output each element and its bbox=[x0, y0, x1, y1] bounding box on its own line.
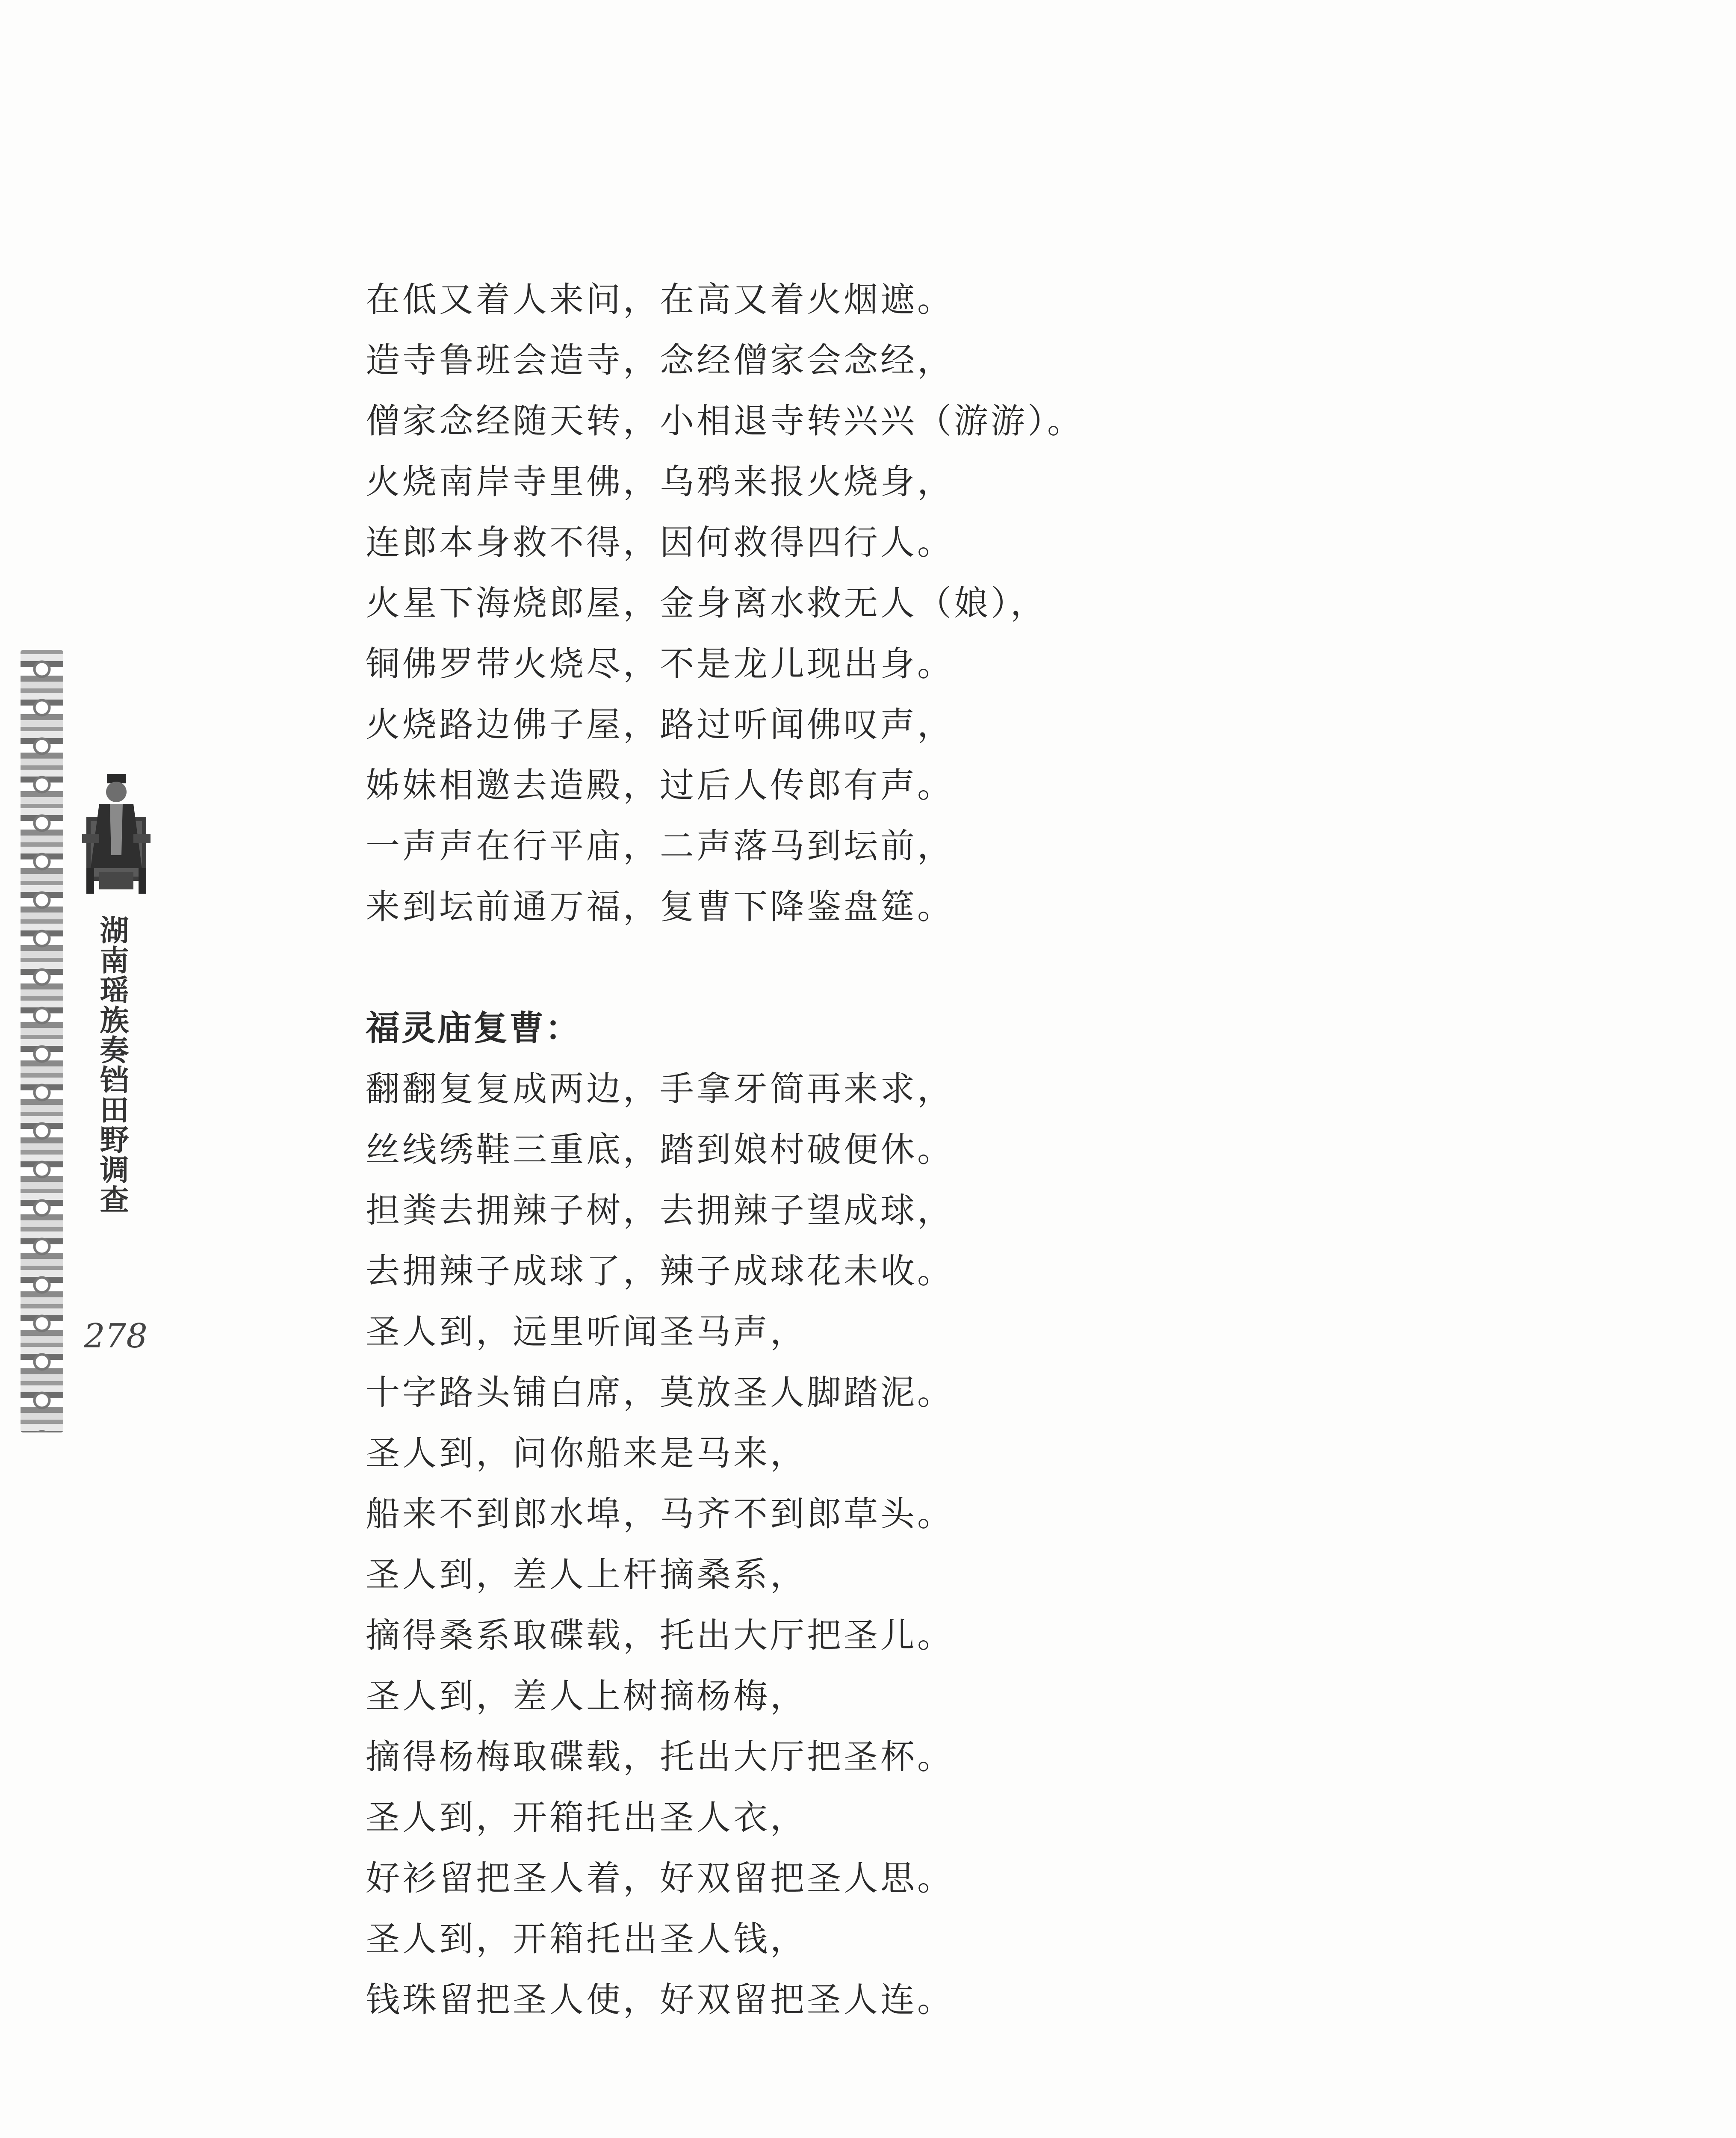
poem-line: 火烧路边佛子屋，路过听闻佛叹声， bbox=[366, 705, 954, 744]
poem-line: 铜佛罗带火烧尽，不是龙儿现出身。 bbox=[366, 644, 954, 684]
poem-line: 圣人到，差人上树摘杨梅， bbox=[366, 1676, 807, 1716]
poem-line: 连郎本身救不得，因何救得四行人。 bbox=[366, 523, 954, 562]
section-spacer bbox=[366, 937, 1520, 998]
poem-line: 火星下海烧郎屋，金身离水救无人（娘）， bbox=[366, 583, 1047, 623]
poem-line: 去拥辣子成球了，辣子成球花未收。 bbox=[366, 1251, 954, 1291]
poem-line: 担粪去拥辣子树，去拥辣子望成球， bbox=[366, 1190, 954, 1230]
poem-line: 圣人到，开箱托出圣人钱， bbox=[366, 1919, 807, 1959]
poem-line: 姊妹相邀去造殿，过后人传郎有声。 bbox=[366, 765, 954, 805]
book-title-vertical: 湖南瑶族奏铛田野调查 bbox=[95, 915, 129, 1214]
poem-line: 僧家念经随天转，小相退寺转兴兴（游游）。 bbox=[366, 401, 1084, 441]
poem-line: 在低又着人来问，在高又着火烟遮。 bbox=[366, 280, 954, 319]
poem-line: 圣人到，问你船来是马来， bbox=[366, 1433, 807, 1473]
poem-line: 火烧南岸寺里佛，乌鸦来报火烧身， bbox=[366, 462, 954, 502]
poem-line: 造寺鲁班会造寺，念经僧家会念经， bbox=[366, 340, 954, 380]
seated-figure-emblem bbox=[74, 770, 159, 898]
poem-line: 钱珠留把圣人使，好双留把圣人连。 bbox=[366, 1980, 954, 2020]
ornamental-border bbox=[21, 650, 63, 1432]
poem-line: 丝线绣鞋三重底，踏到娘村破便休。 bbox=[366, 1130, 954, 1169]
poem-line: 船来不到郎水埠，马齐不到郎草头。 bbox=[366, 1494, 954, 1534]
poem-line: 摘得杨梅取碟载，托出大厅把圣杯。 bbox=[366, 1737, 954, 1777]
poem-line: 圣人到，差人上杆摘桑系， bbox=[366, 1555, 807, 1595]
poem-line: 一声声在行平庙，二声落马到坛前， bbox=[366, 826, 954, 866]
poem-line: 翻翻复复成两边，手拿牙简再来求， bbox=[366, 1069, 954, 1109]
page-number: 278 bbox=[84, 1317, 148, 1355]
poem-line: 好衫留把圣人着，好双留把圣人思。 bbox=[366, 1858, 954, 1898]
poem-line: 来到坛前通万福，复曹下降鉴盘筵。 bbox=[366, 887, 954, 927]
poem-line: 圣人到，开箱托出圣人衣， bbox=[366, 1798, 807, 1837]
poem-line: 十字路头铺白席，莫放圣人脚踏泥。 bbox=[366, 1373, 954, 1412]
poem-content bbox=[366, 269, 1520, 2030]
section-heading: 福灵庙复曹： bbox=[366, 1008, 581, 1048]
poem-line: 圣人到，远里听闻圣马声， bbox=[366, 1312, 807, 1352]
poem-line: 摘得桑系取碟载，托出大厅把圣儿。 bbox=[366, 1615, 954, 1655]
